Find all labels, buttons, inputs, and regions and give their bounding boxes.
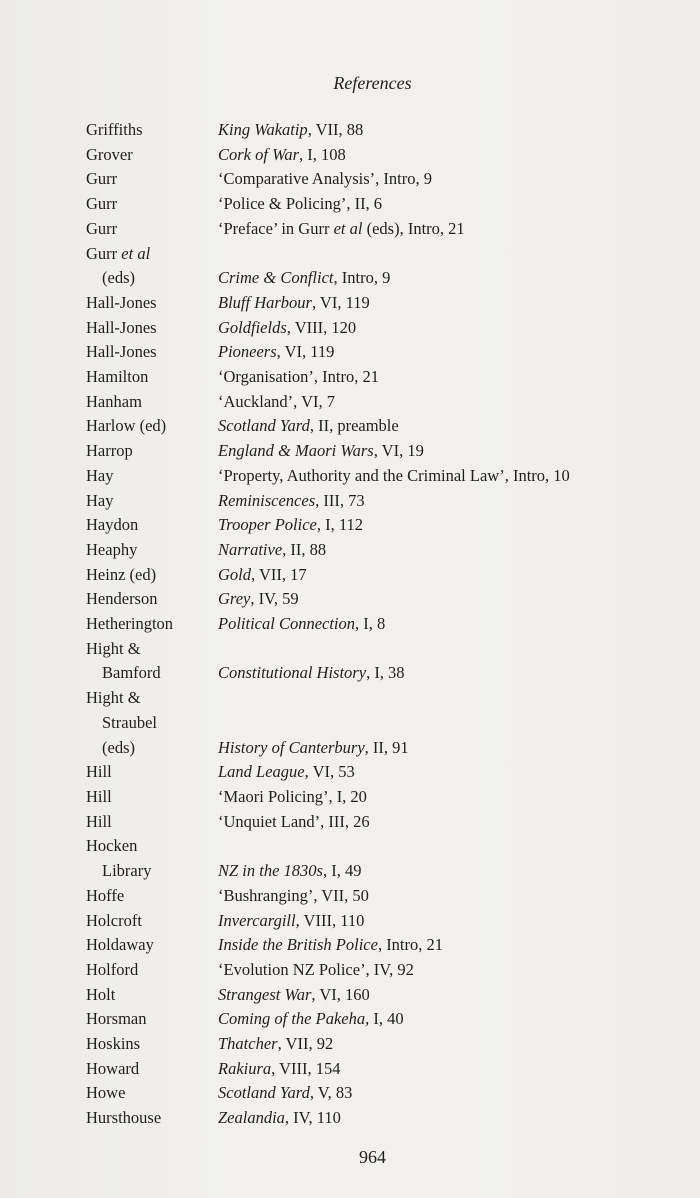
author-name bbox=[86, 414, 218, 439]
author-line: Heinz (ed) bbox=[86, 564, 157, 584]
author-name bbox=[86, 587, 218, 612]
citation bbox=[218, 316, 356, 341]
citation bbox=[218, 464, 570, 489]
author-name bbox=[86, 316, 218, 341]
citation bbox=[218, 414, 399, 439]
reference-entry bbox=[86, 242, 570, 291]
reference-entry bbox=[86, 884, 570, 909]
author-line: Holcroft bbox=[86, 910, 142, 930]
reference-entry bbox=[86, 983, 570, 1008]
references-list bbox=[86, 118, 570, 1131]
reference-entry bbox=[86, 489, 570, 514]
author-name bbox=[86, 612, 218, 637]
author-line: Hay bbox=[86, 490, 114, 510]
citation-title: Reminiscences bbox=[218, 490, 316, 510]
citation bbox=[218, 266, 390, 291]
citation-text: , VI, 53 bbox=[304, 762, 355, 782]
reference-entry bbox=[86, 192, 570, 217]
author-line: Harlow (ed) bbox=[86, 416, 167, 436]
citation bbox=[218, 1106, 341, 1131]
author-name bbox=[86, 118, 218, 143]
author-name bbox=[86, 365, 218, 390]
author-name bbox=[86, 1106, 218, 1131]
citation bbox=[218, 933, 443, 958]
author-line: Hall-Jones bbox=[86, 317, 157, 337]
citation-text: , IV, 110 bbox=[284, 1108, 341, 1128]
author-line: (eds) bbox=[102, 737, 135, 757]
author-line: Hill bbox=[86, 811, 112, 831]
citation-text: , I, 112 bbox=[316, 515, 363, 535]
citation bbox=[218, 538, 326, 563]
reference-entry bbox=[86, 1007, 570, 1032]
author-name bbox=[86, 513, 218, 538]
citation-title: Crime & Conflict bbox=[218, 268, 334, 288]
citation bbox=[218, 217, 465, 242]
citation-title: King Wakatip bbox=[218, 120, 308, 139]
citation-text: , VII, 92 bbox=[277, 1034, 334, 1054]
citation-text: , VIII, 120 bbox=[286, 317, 357, 337]
citation-text: , II, preamble bbox=[309, 416, 399, 436]
reference-entry bbox=[86, 118, 570, 143]
citation bbox=[218, 736, 409, 761]
reference-entry bbox=[86, 439, 570, 464]
author-name bbox=[86, 538, 218, 563]
author-line: Gurr bbox=[86, 194, 118, 214]
citation-text: ‘Unquiet Land’, III, 26 bbox=[218, 811, 370, 831]
citation bbox=[218, 1007, 404, 1032]
author-line: Hanham bbox=[86, 391, 142, 411]
citation bbox=[218, 192, 382, 217]
reference-entry bbox=[86, 414, 570, 439]
author-name bbox=[86, 464, 218, 489]
author-name bbox=[86, 242, 218, 291]
author-line: Hursthouse bbox=[86, 1108, 162, 1128]
author-line: Howard bbox=[86, 1058, 140, 1078]
citation bbox=[218, 1081, 352, 1106]
citation bbox=[218, 612, 385, 637]
author-line: Henderson bbox=[86, 589, 158, 609]
citation-text: , VIII, 154 bbox=[271, 1058, 341, 1078]
citation bbox=[218, 983, 370, 1008]
citation-title: Pioneers bbox=[218, 342, 277, 362]
author-line: Howe bbox=[86, 1083, 126, 1103]
author-line: Hocken bbox=[86, 836, 138, 856]
author-name bbox=[86, 1007, 218, 1032]
author-name bbox=[86, 1057, 218, 1082]
author-line: Hill bbox=[86, 762, 112, 782]
reference-entry bbox=[86, 316, 570, 341]
reference-entry bbox=[86, 686, 570, 760]
citation-title: Grey bbox=[218, 589, 251, 609]
reference-entry bbox=[86, 340, 570, 365]
citation bbox=[218, 118, 363, 143]
author-line: Horsman bbox=[86, 1009, 147, 1029]
citation-title: Zealandia bbox=[218, 1108, 285, 1128]
citation-text: , II, 91 bbox=[364, 737, 409, 757]
citation-text: ‘Preface’ in Gurr bbox=[218, 218, 334, 238]
citation bbox=[218, 909, 364, 934]
citation bbox=[218, 489, 365, 514]
page-number: 964 bbox=[359, 1147, 386, 1167]
author-line: Hall-Jones bbox=[86, 342, 157, 362]
reference-entry bbox=[86, 513, 570, 538]
citation-text: ‘Comparative Analysis’, Intro, 9 bbox=[218, 169, 433, 189]
author-name bbox=[86, 1032, 218, 1057]
author-name bbox=[86, 439, 218, 464]
author-line: Gurr bbox=[86, 169, 118, 189]
author-name bbox=[86, 834, 218, 883]
citation-title: Gold bbox=[218, 564, 251, 584]
author-line: Gurr bbox=[86, 218, 118, 238]
reference-entry bbox=[86, 143, 570, 168]
citation bbox=[218, 563, 307, 588]
reference-entry bbox=[86, 587, 570, 612]
citation-title: NZ in the 1830s bbox=[218, 861, 323, 881]
citation-text: ‘Organisation’, Intro, 21 bbox=[218, 367, 379, 387]
reference-entry bbox=[86, 834, 570, 883]
citation bbox=[218, 958, 414, 983]
citation-text: , VII, 88 bbox=[307, 120, 364, 139]
author-line-text: et al bbox=[121, 243, 151, 263]
reference-entry bbox=[86, 760, 570, 785]
author-line: Bamford bbox=[102, 663, 161, 683]
author-name bbox=[86, 291, 218, 316]
citation-text: ‘Bushranging’, VII, 50 bbox=[218, 885, 369, 905]
citation bbox=[218, 587, 299, 612]
citation-text: , IV, 59 bbox=[250, 589, 299, 609]
author-name bbox=[86, 760, 218, 785]
citation-title: Rakiura bbox=[218, 1058, 272, 1078]
citation-text: ‘Property, Authority and the Criminal Law’, Intro, 10 bbox=[218, 465, 570, 485]
citation-text: , V, 83 bbox=[309, 1083, 353, 1103]
author-line: Hamilton bbox=[86, 367, 149, 387]
citation-text: , I, 108 bbox=[299, 144, 346, 164]
author-name bbox=[86, 167, 218, 192]
author-line: Haydon bbox=[86, 515, 139, 535]
citation-title: Invercargill bbox=[218, 910, 296, 930]
author-name bbox=[86, 983, 218, 1008]
reference-entry bbox=[86, 810, 570, 835]
citation-text: , III, 73 bbox=[315, 490, 365, 510]
citation bbox=[218, 661, 405, 686]
author-line: Heaphy bbox=[86, 539, 138, 559]
author-name bbox=[86, 958, 218, 983]
author-name bbox=[86, 390, 218, 415]
author-line-text: Gurr bbox=[86, 243, 122, 263]
author-name bbox=[86, 884, 218, 909]
citation bbox=[218, 884, 369, 909]
author-name bbox=[86, 637, 218, 686]
citation-text: , II, 88 bbox=[282, 539, 327, 559]
citation bbox=[218, 1057, 341, 1082]
citation-title: Goldfields bbox=[218, 317, 287, 337]
citation-title: England & Maori Wars bbox=[218, 441, 374, 461]
citation-title: Land League bbox=[218, 762, 305, 782]
citation bbox=[218, 810, 370, 835]
author-name bbox=[86, 217, 218, 242]
reference-entry bbox=[86, 538, 570, 563]
citation-text: , Intro, 21 bbox=[377, 935, 444, 955]
citation bbox=[218, 291, 370, 316]
citation bbox=[218, 365, 379, 390]
author-name bbox=[86, 489, 218, 514]
reference-entry bbox=[86, 1106, 570, 1131]
author-line: Hight & bbox=[86, 688, 141, 708]
citation bbox=[218, 760, 355, 785]
citation-title: Cork of War bbox=[218, 144, 299, 164]
reference-entry bbox=[86, 167, 570, 192]
author-line: Grover bbox=[86, 144, 133, 164]
citation-text: , VI, 19 bbox=[373, 441, 424, 461]
author-line: Harrop bbox=[86, 441, 133, 461]
citation-title: Scotland Yard bbox=[218, 1083, 310, 1103]
citation-text: (eds), Intro, 21 bbox=[362, 218, 465, 238]
citation-title: Bluff Harbour bbox=[218, 292, 312, 312]
author-line: (eds) bbox=[102, 268, 135, 288]
author-line: Hoskins bbox=[86, 1034, 141, 1054]
citation-title: Narrative bbox=[218, 539, 283, 559]
author-line: Library bbox=[102, 861, 152, 881]
citation bbox=[218, 390, 335, 415]
citation-title: History of Canterbury bbox=[218, 737, 365, 757]
author-line: Hill bbox=[86, 786, 112, 806]
author-name bbox=[86, 192, 218, 217]
citation-title: Thatcher bbox=[218, 1034, 278, 1054]
author-name bbox=[86, 933, 218, 958]
author-name bbox=[86, 785, 218, 810]
author-name bbox=[86, 1081, 218, 1106]
author-line: Holford bbox=[86, 959, 139, 979]
citation bbox=[218, 143, 346, 168]
page-header: References bbox=[333, 73, 412, 93]
author-line: Holt bbox=[86, 984, 116, 1004]
citation bbox=[218, 1032, 333, 1057]
author-line bbox=[86, 242, 218, 267]
citation bbox=[218, 167, 432, 192]
reference-entry bbox=[86, 909, 570, 934]
citation-text: ‘Evolution NZ Police’, IV, 92 bbox=[218, 959, 414, 979]
author-name bbox=[86, 810, 218, 835]
author-line: Griffiths bbox=[86, 120, 143, 139]
reference-entry bbox=[86, 563, 570, 588]
citation-title: Inside the British Police bbox=[218, 935, 378, 955]
author-name bbox=[86, 143, 218, 168]
author-line: Straubel bbox=[102, 712, 157, 732]
author-name bbox=[86, 686, 218, 760]
citation bbox=[218, 439, 424, 464]
citation-text: , Intro, 9 bbox=[333, 268, 391, 288]
citation-text: , VII, 17 bbox=[251, 564, 307, 584]
reference-entry bbox=[86, 1032, 570, 1057]
citation-text: , I, 8 bbox=[355, 614, 386, 634]
author-name bbox=[86, 563, 218, 588]
citation-text: , I, 49 bbox=[322, 861, 362, 881]
citation-text: , VIII, 110 bbox=[295, 910, 365, 930]
citation bbox=[218, 785, 367, 810]
reference-entry bbox=[86, 1057, 570, 1082]
reference-entry bbox=[86, 612, 570, 637]
citation-text: , I, 40 bbox=[365, 1009, 404, 1029]
author-line: Hoffe bbox=[86, 885, 125, 905]
citation-text: ‘Police & Policing’, II, 6 bbox=[218, 194, 383, 214]
author-line: Hetherington bbox=[86, 614, 174, 634]
citation-title: Trooper Police bbox=[218, 515, 317, 535]
citation-title: Strangest War bbox=[218, 984, 312, 1004]
citation-text: ‘Auckland’, VI, 7 bbox=[218, 391, 335, 411]
citation-title: Political Connection bbox=[218, 614, 356, 634]
citation-text: , I, 38 bbox=[366, 663, 405, 683]
citation-title: Constitutional History bbox=[218, 663, 367, 683]
author-line: Hight & bbox=[86, 638, 141, 658]
citation-title: et al bbox=[333, 218, 363, 238]
citation-text: , VI, 119 bbox=[311, 292, 370, 312]
citation bbox=[218, 340, 334, 365]
citation-text: , VI, 160 bbox=[311, 984, 370, 1004]
author-line: Holdaway bbox=[86, 935, 154, 955]
citation-text: , VI, 119 bbox=[276, 342, 335, 362]
citation-title: Coming of the Pakeha bbox=[218, 1009, 366, 1029]
citation-title: Scotland Yard bbox=[218, 416, 310, 436]
reference-entry bbox=[86, 217, 570, 242]
reference-entry bbox=[86, 785, 570, 810]
citation bbox=[218, 859, 361, 884]
reference-entry bbox=[86, 933, 570, 958]
reference-entry bbox=[86, 291, 570, 316]
author-name bbox=[86, 909, 218, 934]
reference-entry bbox=[86, 958, 570, 983]
reference-entry bbox=[86, 1081, 570, 1106]
reference-entry bbox=[86, 464, 570, 489]
citation bbox=[218, 513, 363, 538]
reference-entry bbox=[86, 390, 570, 415]
author-name bbox=[86, 340, 218, 365]
author-line: Hall-Jones bbox=[86, 292, 157, 312]
reference-entry bbox=[86, 637, 570, 686]
author-line: Hay bbox=[86, 465, 114, 485]
reference-entry bbox=[86, 365, 570, 390]
citation-text: ‘Maori Policing’, I, 20 bbox=[218, 786, 367, 806]
